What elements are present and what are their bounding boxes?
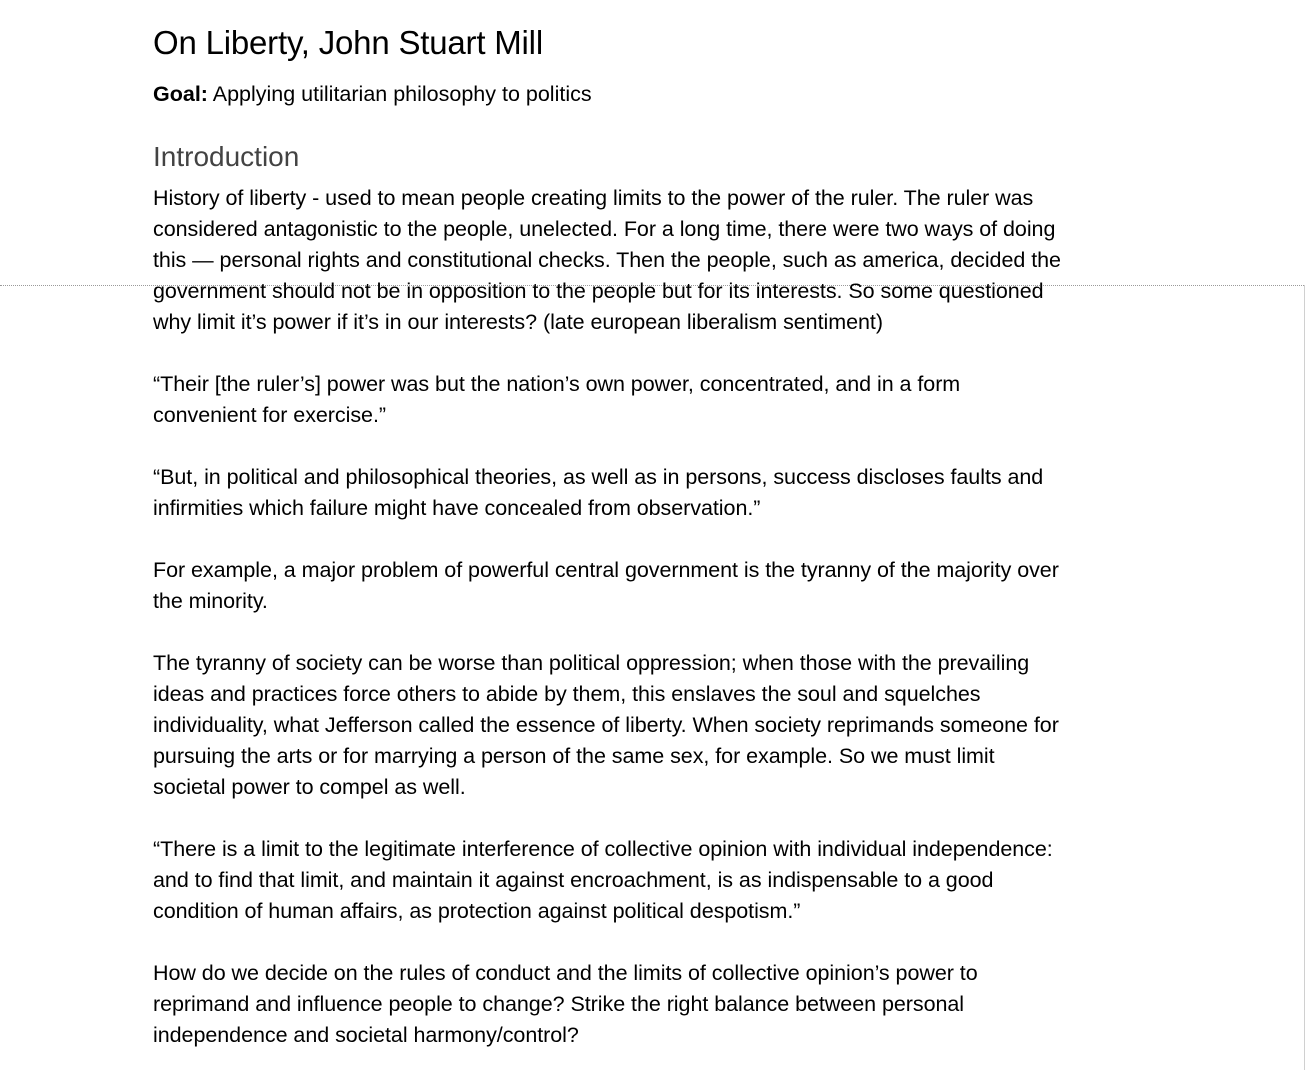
page-edge-divider bbox=[1304, 285, 1305, 1070]
paragraph bbox=[153, 369, 1163, 431]
paragraph bbox=[153, 648, 1163, 803]
paragraph-spacer bbox=[153, 803, 1163, 834]
paragraph bbox=[153, 462, 1163, 524]
paragraph-line: government should not be in opposition to the people but for its interests. So some questioned bbox=[153, 279, 1044, 303]
paragraph-spacer bbox=[153, 524, 1163, 555]
paragraph-spacer bbox=[153, 927, 1163, 958]
paragraph-line: independence and societal harmony/control? bbox=[153, 1023, 579, 1047]
paragraph-line: condition of human affairs, as protection against political despotism.” bbox=[153, 899, 801, 923]
paragraph-line: “There is a limit to the legitimate interference of collective opinion with individual independence: bbox=[153, 837, 1053, 861]
section-heading-introduction: Introduction bbox=[153, 141, 300, 172]
paragraph-line: For example, a major problem of powerful central government is the tyranny of the majority over bbox=[153, 558, 1059, 582]
paragraph-line: The tyranny of society can be worse than political oppression; when those with the prevailing bbox=[153, 651, 1030, 675]
paragraph-spacer bbox=[153, 431, 1163, 462]
paragraph-line: the minority. bbox=[153, 589, 268, 613]
paragraph-line: considered antagonistic to the people, unelected. For a long time, there were two ways of doing bbox=[153, 217, 1056, 241]
paragraph-line: societal power to compel as well. bbox=[153, 775, 466, 799]
paragraph-line: How do we decide on the rules of conduct and the limits of collective opinion’s power to bbox=[153, 961, 978, 985]
paragraph-line: infirmities which failure might have concealed from observation.” bbox=[153, 496, 761, 520]
paragraph-line: ideas and practices force others to abide by them, this enslaves the soul and squelches bbox=[153, 682, 981, 706]
paragraph bbox=[153, 834, 1163, 927]
document-body[interactable] bbox=[153, 22, 1163, 1051]
paragraph bbox=[153, 183, 1163, 338]
paragraph-line: this — personal rights and constitutional checks. Then the people, such as america, decided the bbox=[153, 248, 1061, 272]
goal-line bbox=[153, 79, 1163, 110]
paragraph bbox=[153, 555, 1163, 617]
document-title: On Liberty, John Stuart Mill bbox=[153, 24, 543, 61]
paragraph-line: why limit it’s power if it’s in our interests? (late european liberalism sentiment) bbox=[153, 310, 883, 334]
paragraph-line: “Their [the ruler’s] power was but the nation’s own power, concentrated, and in a form bbox=[153, 372, 961, 396]
paragraph-spacer bbox=[153, 338, 1163, 369]
paragraph-list bbox=[153, 183, 1163, 1051]
paragraph-line: individuality, what Jefferson called the essence of liberty. When society reprimands someone for bbox=[153, 713, 1059, 737]
paragraph-line: and to find that limit, and maintain it against encroachment, is as indispensable to a good bbox=[153, 868, 994, 892]
paragraph-line: History of liberty - used to mean people creating limits to the power of the ruler. The ruler was bbox=[153, 186, 1034, 210]
paragraph-line: pursuing the arts or for marrying a person of the same sex, for example. So we must limit bbox=[153, 744, 995, 768]
paragraph-line: reprimand and influence people to change? Strike the right balance between personal bbox=[153, 992, 965, 1016]
goal-text: Applying utilitarian philosophy to politics bbox=[207, 82, 592, 106]
paragraph bbox=[153, 958, 1163, 1051]
paragraph-spacer bbox=[153, 617, 1163, 648]
goal-label: Goal: bbox=[153, 82, 208, 106]
paragraph-line: “But, in political and philosophical theories, as well as in persons, success discloses faults and bbox=[153, 465, 1044, 489]
paragraph-line: convenient for exercise.” bbox=[153, 403, 386, 427]
